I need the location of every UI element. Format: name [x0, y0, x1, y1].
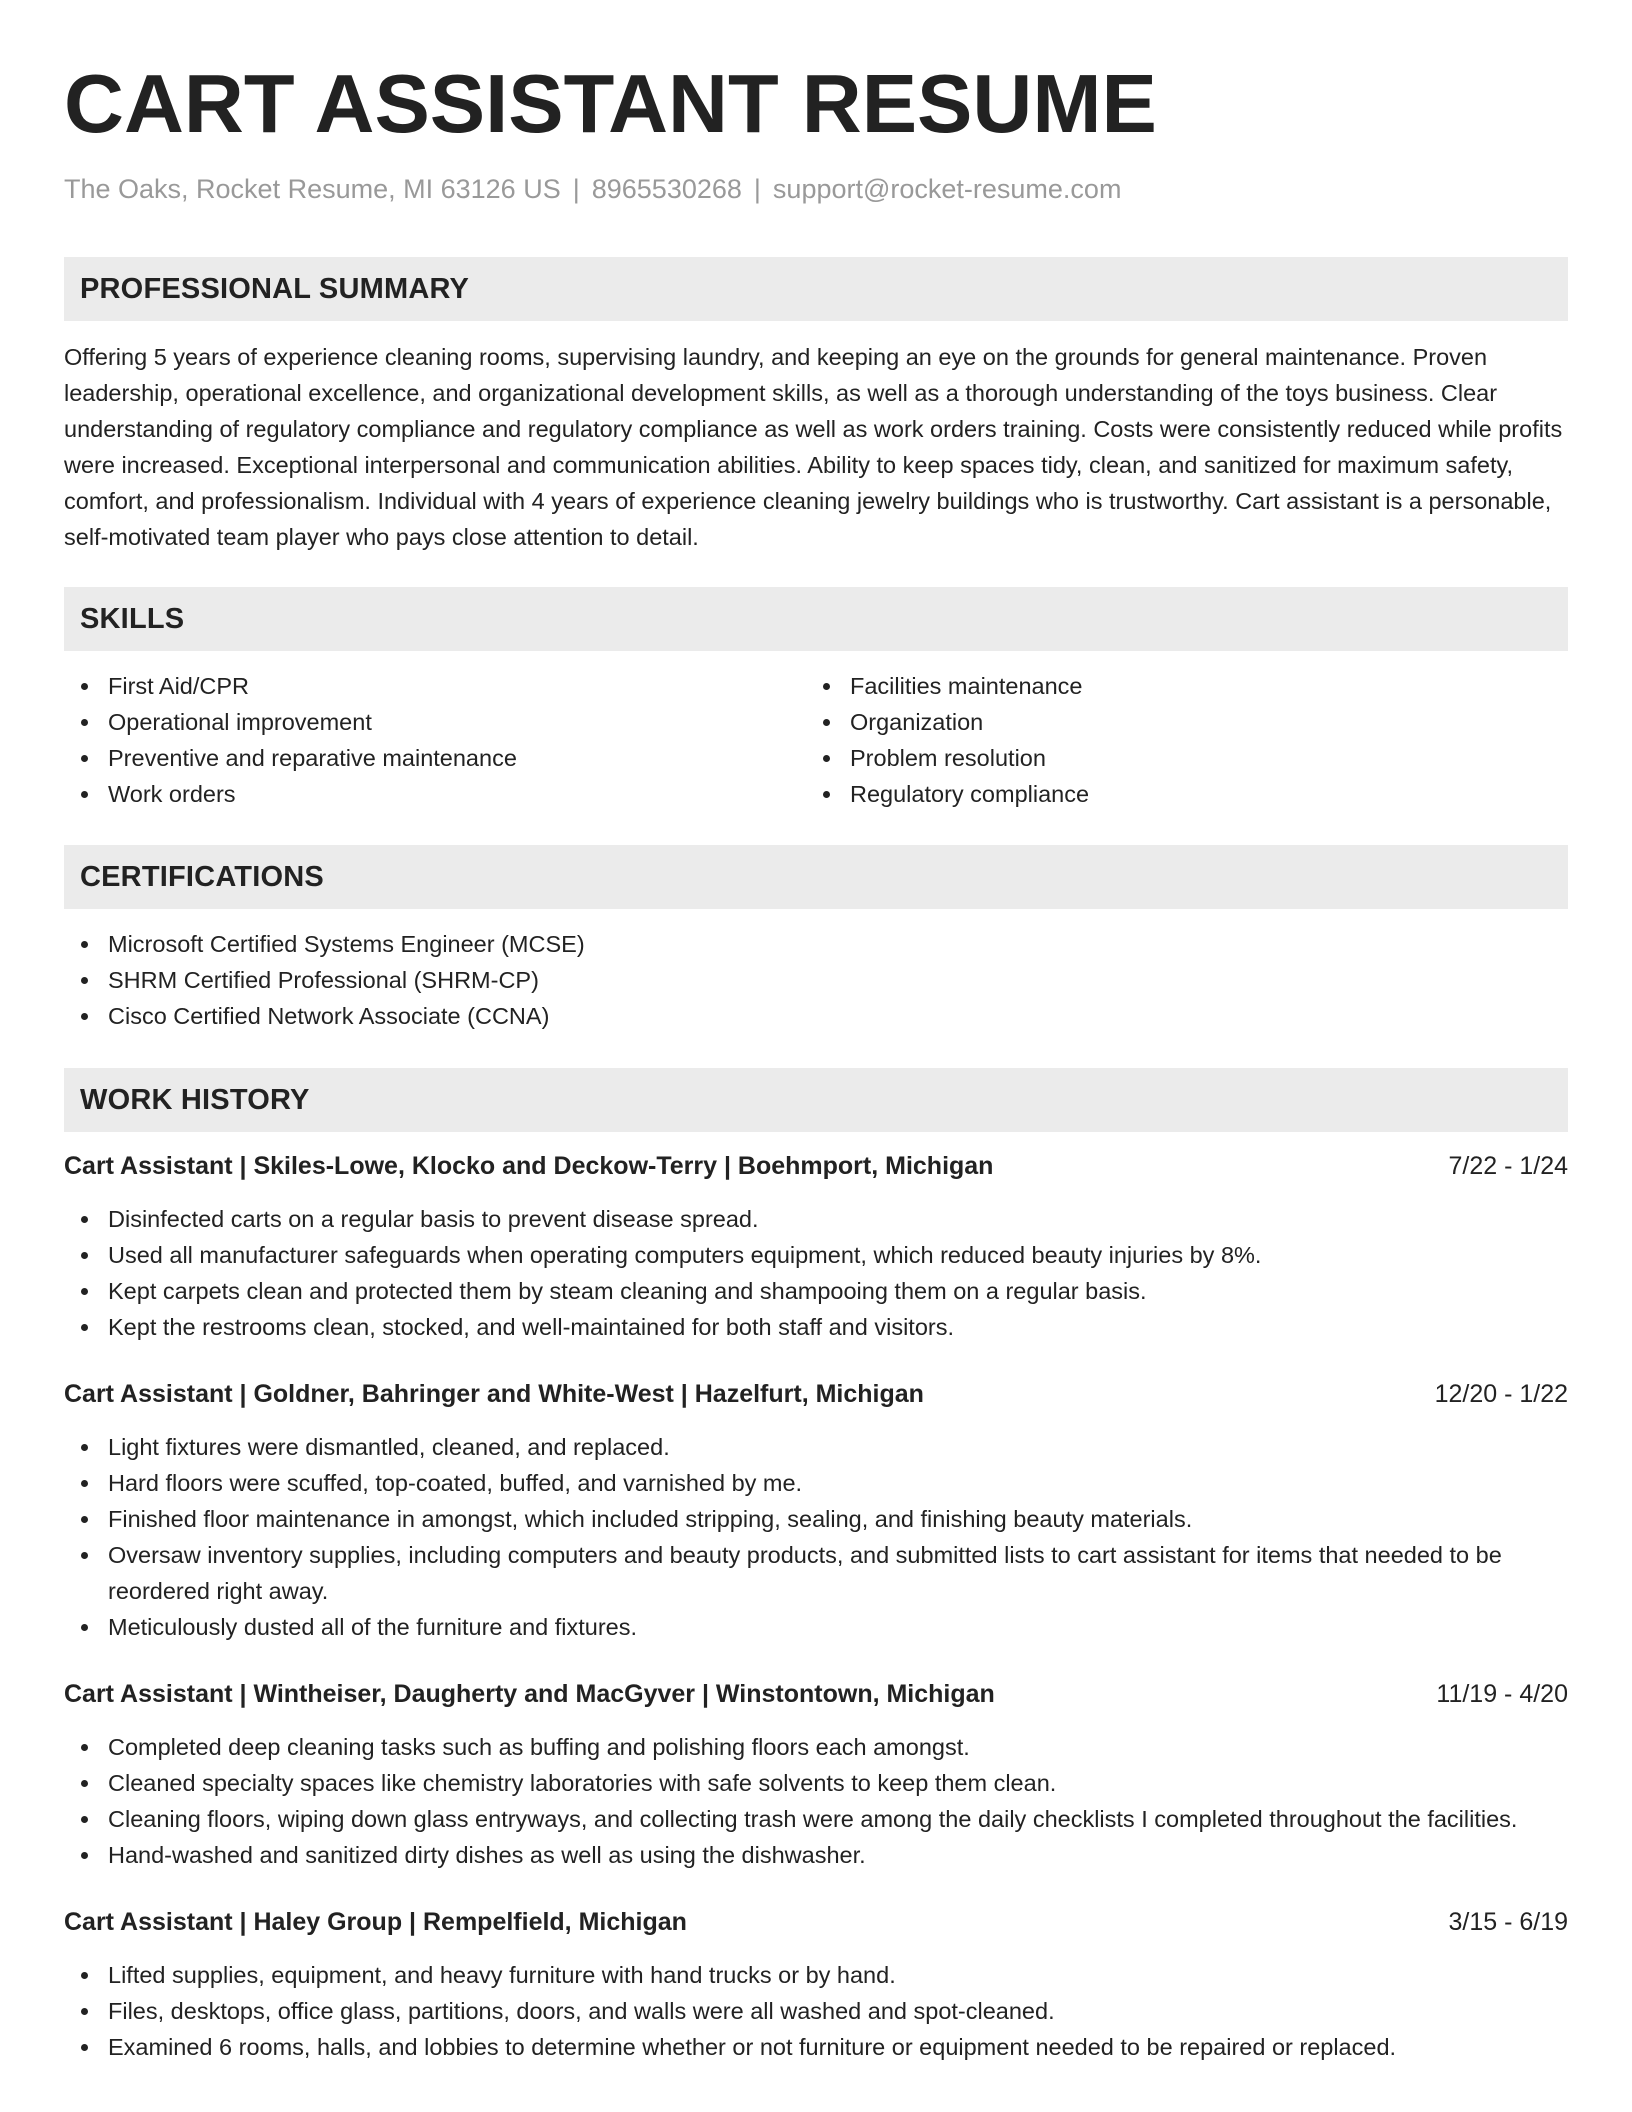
- job-bullet: Lifted supplies, equipment, and heavy furniture with hand trucks or by hand.: [64, 1957, 1568, 1993]
- job-bullet: Meticulously dusted all of the furniture and fixtures.: [64, 1609, 1568, 1645]
- job-bullet: Cleaned specialty spaces like chemistry laboratories with safe solvents to keep them clean.: [64, 1765, 1568, 1801]
- job-bullet: Hard floors were scuffed, top-coated, buffed, and varnished by me.: [64, 1465, 1568, 1501]
- job-bullets: [64, 1201, 1568, 1345]
- skill-item: Facilities maintenance: [806, 668, 1568, 704]
- job-header: [64, 1148, 1568, 1184]
- skills-list-left: [64, 668, 806, 812]
- job-bullet: Completed deep cleaning tasks such as buffing and polishing floors each amongst.: [64, 1729, 1568, 1765]
- contact-separator: |: [572, 174, 580, 204]
- skill-item: Organization: [806, 704, 1568, 740]
- job-header: [64, 1904, 1568, 1940]
- job-dates: 11/19 - 4/20: [1436, 1680, 1568, 1708]
- job-dates: 7/22 - 1/24: [1448, 1152, 1568, 1180]
- job-entry: [64, 1376, 1568, 1645]
- skill-item: Work orders: [64, 776, 806, 812]
- job-entry: [64, 1904, 1568, 2065]
- job-title: Cart Assistant | Haley Group | Rempelfield, Michigan: [64, 1908, 687, 1936]
- job-dates: 3/15 - 6/19: [1448, 1908, 1568, 1936]
- resume-title: CART ASSISTANT RESUME: [64, 57, 1157, 150]
- work-history-heading: WORK HISTORY: [64, 1068, 1568, 1132]
- job-bullets: [64, 1957, 1568, 2065]
- job-bullet: Finished floor maintenance in amongst, which included stripping, sealing, and finishing beauty materials.: [64, 1501, 1568, 1537]
- job-bullet: Light fixtures were dismantled, cleaned, and replaced.: [64, 1429, 1568, 1465]
- contact-phone: 8965530268: [591, 174, 742, 204]
- job-header: [64, 1676, 1568, 1712]
- job-bullets: [64, 1729, 1568, 1873]
- job-title: Cart Assistant | Goldner, Bahringer and White-West | Hazelfurt, Michigan: [64, 1380, 924, 1408]
- job-bullet: Kept the restrooms clean, stocked, and well-maintained for both staff and visitors.: [64, 1309, 1568, 1345]
- skill-item: Operational improvement: [64, 704, 806, 740]
- job-title: Cart Assistant | Skiles-Lowe, Klocko and Deckow-Terry | Boehmport, Michigan: [64, 1152, 994, 1180]
- certification-item: SHRM Certified Professional (SHRM-CP): [64, 962, 1568, 998]
- job-title: Cart Assistant | Wintheiser, Daugherty and MacGyver | Winstontown, Michigan: [64, 1680, 995, 1708]
- contact-email: support@rocket-resume.com: [772, 174, 1122, 204]
- summary-heading: PROFESSIONAL SUMMARY: [64, 257, 1568, 321]
- job-entry: [64, 1676, 1568, 1873]
- contact-separator: |: [753, 174, 761, 204]
- job-bullet: Files, desktops, office glass, partitions, doors, and walls were all washed and spot-cleaned.: [64, 1993, 1568, 2029]
- job-header: [64, 1376, 1568, 1412]
- skills-list-right: [806, 668, 1568, 812]
- job-bullet: Examined 6 rooms, halls, and lobbies to determine whether or not furniture or equipment needed to be repaired or replaced.: [64, 2029, 1568, 2065]
- contact-line: [64, 172, 1568, 206]
- job-bullet: Used all manufacturer safeguards when operating computers equipment, which reduced beauty injuries by 8%.: [64, 1237, 1568, 1273]
- job-dates: 12/20 - 1/22: [1434, 1380, 1568, 1408]
- certifications-list: [64, 926, 1568, 1034]
- skill-item: Preventive and reparative maintenance: [64, 740, 806, 776]
- skill-item: Regulatory compliance: [806, 776, 1568, 812]
- skill-item: First Aid/CPR: [64, 668, 806, 704]
- job-bullet: Oversaw inventory supplies, including computers and beauty products, and submitted lists to cart assistant for items that needed to be reordered right away.: [64, 1537, 1568, 1609]
- certification-item: Cisco Certified Network Associate (CCNA): [64, 998, 1568, 1034]
- skills-grid: [64, 668, 1568, 812]
- job-bullet: Hand-washed and sanitized dirty dishes as well as using the dishwasher.: [64, 1837, 1568, 1873]
- job-bullet: Kept carpets clean and protected them by steam cleaning and shampooing them on a regular basis.: [64, 1273, 1568, 1309]
- job-bullet: Disinfected carts on a regular basis to prevent disease spread.: [64, 1201, 1568, 1237]
- skills-heading: SKILLS: [64, 587, 1568, 651]
- job-bullet: Cleaning floors, wiping down glass entryways, and collecting trash were among the daily checklists I completed throughout the facilities.: [64, 1801, 1568, 1837]
- contact-address: The Oaks, Rocket Resume, MI 63126 US: [64, 174, 561, 204]
- job-entry: [64, 1148, 1568, 1345]
- skill-item: Problem resolution: [806, 740, 1568, 776]
- summary-text: Offering 5 years of experience cleaning rooms, supervising laundry, and keeping an eye on the grounds for general maintenance. Proven leadership, operational excellence, and organizational development skills, as well as a thorough understanding of the toys business. Clear understanding of regulatory compliance and regulatory compliance as well as work orders training. Costs were consistently reduced while profits were increased. Exceptional interpersonal and communication abilities. Ability to keep spaces tidy, clean, and sanitized for maximum safety, comfort, and professionalism. Individual with 4 years of experience cleaning jewelry buildings who is trustworthy. Cart assistant is a personable, self-motivated team player who pays close attention to detail.: [64, 344, 1563, 550]
- certification-item: Microsoft Certified Systems Engineer (MCSE): [64, 926, 1568, 962]
- certifications-heading: CERTIFICATIONS: [64, 845, 1568, 909]
- job-bullets: [64, 1429, 1568, 1645]
